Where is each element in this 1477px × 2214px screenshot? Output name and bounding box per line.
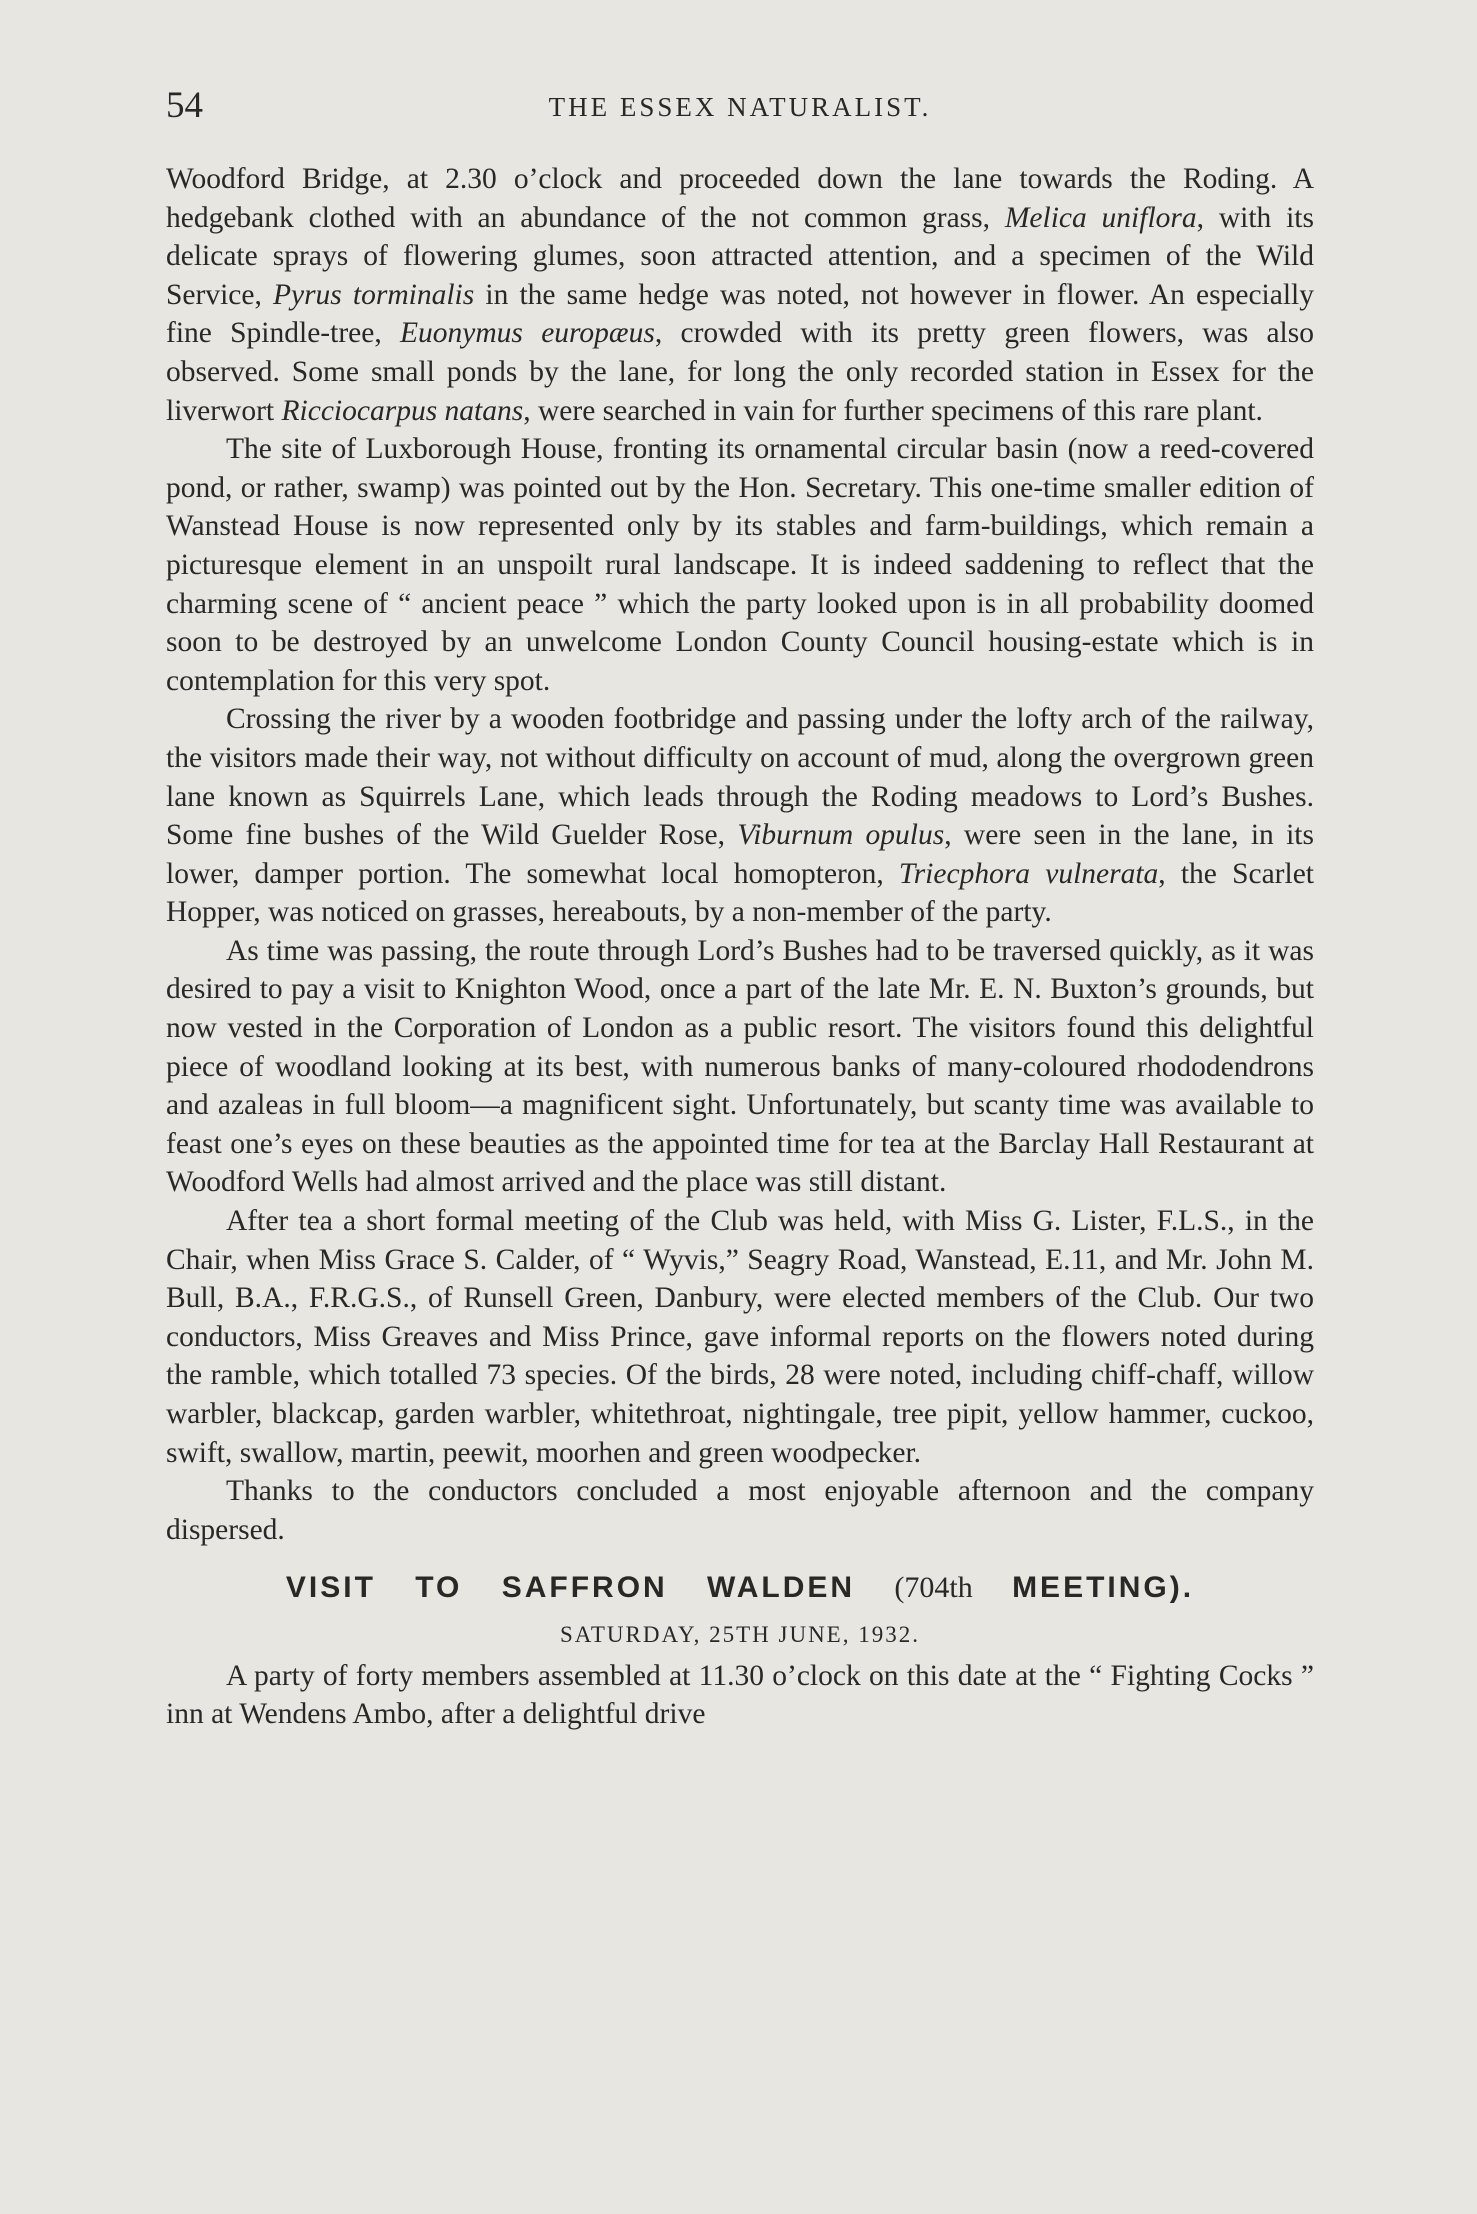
text-run: , crowded with its pretty green flowers, was also observed. Some small ponds by the lane, for long the only recorded station in Essex for the liverwort (166, 317, 1314, 427)
meeting-title-end: MEETING). (1012, 1571, 1195, 1605)
species-name: Pyrus torminalis (272, 278, 475, 311)
meeting-number: (704th (894, 1571, 973, 1605)
text-run: After tea a short formal meeting of the Club was held, with Miss G. Lister, F.L.S., in the Chair, when Miss Grace S. Calder, of “ Wyvis,” Seagry Road, Wanstead, E.11, and Mr. John M. Bull, B.A., F.R.G.S., of Runsell Green, Danbury, were elected members of the Club. Our two conductors, Miss Greaves and Miss Prince, gave informal reports on the flowers noted during the ramble, which totalled 73 species. Of the birds, 28 were noted, including chiff-chaff, willow warbler, blackcap, garden warbler, whitethroat, nightingale, tree pipit, yellow hammer, cuckoo, swift, swallow, martin, peewit, moorhen and green woodpecker. (166, 1205, 1314, 1469)
meeting-heading (166, 1569, 1314, 1608)
species-name: Triecphora vulnerata (898, 857, 1159, 890)
page-header (166, 84, 1314, 134)
text-run: The site of Luxborough House, fronting its ornamental circular basin (now a reed-covered pond, or rather, swamp) was pointed out by the Hon. Secretary. This one-time smaller edition of Wanstead House is now represented only by its stables and farm-buildings, which remain a picturesque element in an unspoilt rural landscape. It is indeed saddening to reflect that the charming scene of “ ancient peace ” which the party looked upon is in all probability doomed soon to be destroyed by an unwelcome London County Council housing-estate which is in contemplation for this very spot. (166, 433, 1314, 697)
paragraph (166, 1472, 1314, 1549)
text-run: , were searched in vain for further specimens of this rare plant. (523, 394, 1263, 427)
meeting-title: VISIT TO SAFFRON WALDEN (285, 1571, 856, 1605)
text-run: As time was passing, the route through Lord’s Bushes had to be traversed quickly, as it was desired to pay a visit to Knighton Wood, once a part of the late Mr. E. N. Buxton’s grounds, but now vested in the Corporation of London as a public resort. The visitors found this delightful piece of woodland looking at its best, with numerous banks of many-coloured rhododendrons and azaleas in full bloom—a magnificent sight. Unfortunately, but scanty time was available to feast one’s eyes on these beauties as the appointed time for tea at the Barclay Hall Restaurant at Woodford Wells had almost arrived and the place was still distant. (166, 934, 1314, 1199)
paragraph (166, 430, 1314, 700)
running-title: THE ESSEX NATURALIST. (548, 92, 932, 122)
text-run: Crossing the river by a wooden footbridge and passing under the lofty arch of the railway, the visitors made their way, not without difficulty on account of mud, along the overgrown green lane known as Squirrels Lane, which leads through the Roding meadows to Lord’s Bushes. Some fine bushes of the Wild Guelder Rose, (166, 703, 1314, 852)
text-run: Thanks to the conductors concluded a most enjoyable afternoon and the company dispersed. (166, 1475, 1314, 1546)
paragraph (166, 160, 1314, 430)
species-name: Viburnum opulus (737, 819, 945, 852)
species-name: Ricciocarpus natans (281, 394, 524, 427)
paragraph (166, 700, 1314, 932)
paragraph (166, 1657, 1314, 1734)
species-name: Euonymus europæus (400, 317, 655, 350)
text-run: , with its delicate sprays of flowering glumes, soon attracted attention, and a specimen of the Wild Service, (166, 201, 1314, 311)
article-body (166, 160, 1314, 1734)
text-run: , were seen in the lane, in its lower, damper portion. The somewhat local homopteron, (166, 819, 1314, 890)
text-run: A party of forty members assembled at 11.30 o’clock on this date at the “ Fighting Cocks ” inn at Wendens Ambo, after a delightful drive (166, 1659, 1314, 1731)
page-number: 54 (166, 85, 203, 126)
paragraph (166, 1202, 1314, 1472)
text-run: Woodford Bridge, at 2.30 o’clock and proceeded down the lane towards the Roding. A hedgebank clothed with an abundance of the not common grass, (166, 163, 1314, 234)
text-run: in the same hedge was noted, not however in flower. An especially fine Spindle-tree, (166, 278, 1314, 350)
species-name: Melica uniflora (1004, 201, 1197, 234)
paragraph (166, 932, 1314, 1202)
text-run: , the Scarlet Hopper, was noticed on grasses, hereabouts, by a non-member of the party. (166, 857, 1314, 929)
meeting-date: SATURDAY, 25TH JUNE, 1932. (560, 1621, 920, 1647)
